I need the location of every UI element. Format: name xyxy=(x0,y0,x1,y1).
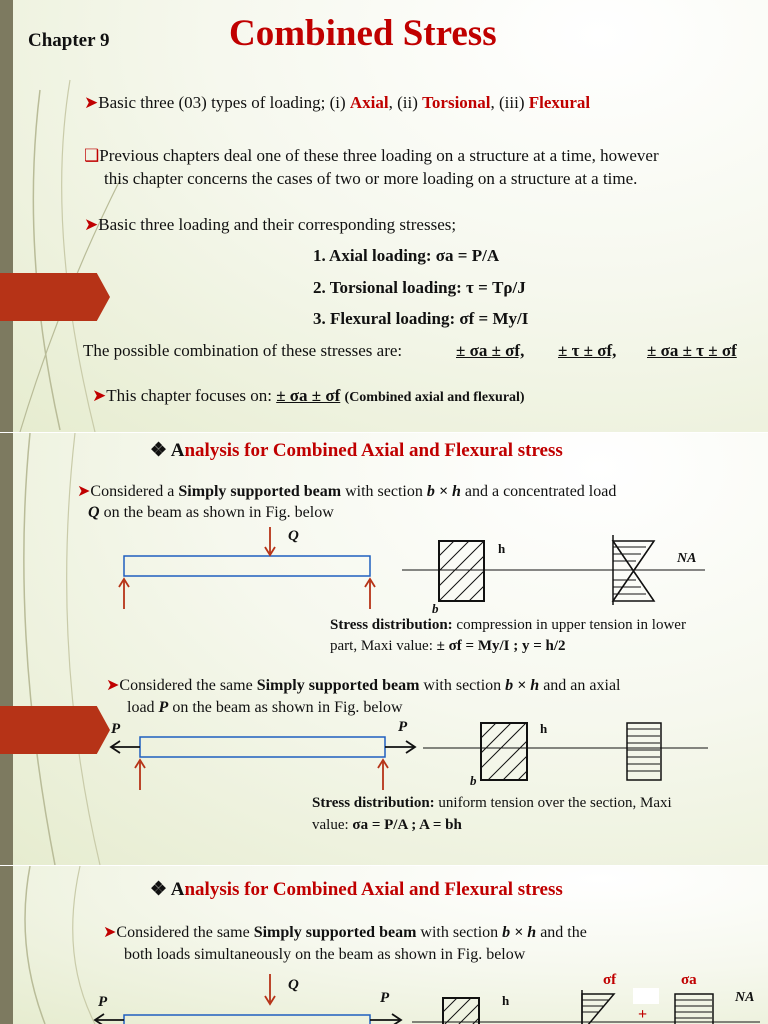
fig1-h-label: h xyxy=(498,541,506,556)
beam xyxy=(124,556,370,576)
diamond-bullet-icon: ❖ xyxy=(150,879,171,900)
fig2-p-left-label: P xyxy=(111,721,121,737)
formula-flexural: 3. Flexural loading: σf = My/I xyxy=(313,309,529,328)
case1-line2: Q on the beam as shown in Fig. below xyxy=(88,504,334,521)
fig3-sigma-f-label: σf xyxy=(603,972,617,988)
slide-1 xyxy=(0,0,768,432)
fig3-na-label: NA xyxy=(735,990,755,1005)
formula-axial: 1. Axial loading: σa = P/A xyxy=(313,246,500,265)
case3-line2: both loads simultaneously on the beam as shown in Fig. below xyxy=(124,946,526,963)
cross-section xyxy=(439,541,484,601)
fig2-b-label: b xyxy=(470,773,477,788)
paragraph-line-1: ❑Previous chapters deal one of these three loading on a structure at a time, however xyxy=(84,146,659,165)
focus-line: ➤This chapter focuses on: ± σa ± σf (Combined axial and flexural) xyxy=(92,386,525,405)
figure-beam-combined-load xyxy=(92,972,762,1024)
stress2-line1: Stress distribution: uniform tension over the section, Maxi xyxy=(312,795,672,811)
arrow-bullet-icon: ➤ xyxy=(84,215,99,234)
fig1-b-label: b xyxy=(432,601,439,616)
combination-3: ± σa ± τ ± σf xyxy=(647,341,737,360)
arrow-bullet-icon: ➤ xyxy=(84,93,99,112)
stress1-line2: part, Maxi value: ± σf = My/I ; y = h/2 xyxy=(330,638,566,654)
arrow-bullet-icon: ➤ xyxy=(103,924,117,941)
combination-1: ± σa ± σf, xyxy=(456,341,525,360)
diamond-bullet-icon: ❖ xyxy=(150,440,171,461)
combination-label: The possible combination of these stresses are: xyxy=(83,341,403,360)
slide-2 xyxy=(0,433,768,865)
paragraph-line-2: this chapter concerns the cases of two or more loading on a structure at a time. xyxy=(104,169,638,188)
bullet-loading-types: ➤Basic three (03) types of loading; (i) Axial, (ii) Torsional, (iii) Flexural xyxy=(84,93,591,112)
fig3-plus-sign: + xyxy=(638,1006,648,1023)
fig1-load-label: Q xyxy=(288,528,299,544)
beam xyxy=(140,737,385,757)
fig3-p-right-label: P xyxy=(380,990,390,1006)
arrow-bullet-icon: ➤ xyxy=(92,386,107,405)
chevron-tab-decoration xyxy=(0,706,110,754)
case1-line1: ➤Considered a Simply supported beam with section b × h and a concentrated load xyxy=(77,483,617,500)
fig3-sigma-a-label: σa xyxy=(681,972,697,988)
arrow-bullet-icon: ➤ xyxy=(77,483,91,500)
square-bullet-icon: ❑ xyxy=(84,146,100,165)
case3-line1: ➤Considered the same Simply supported beam with section b × h and the xyxy=(103,924,587,941)
case2-line2: load P on the beam as shown in Fig. below xyxy=(127,699,403,716)
fig1-na-label: NA xyxy=(677,551,697,566)
arrow-bullet-icon: ➤ xyxy=(106,677,120,694)
section-heading: ❖ Analysis for Combined Axial and Flexural stress xyxy=(150,879,563,900)
bullet-stresses: ➤Basic three loading and their corresponding stresses; xyxy=(84,215,457,234)
stress2-line2: value: σa = P/A ; A = bh xyxy=(312,817,462,833)
chapter-label: Chapter 9 xyxy=(28,30,110,51)
section-heading: ❖ Analysis for Combined Axial and Flexural stress xyxy=(150,440,563,461)
slide-3 xyxy=(0,866,768,1024)
fig3-load-label: Q xyxy=(288,977,299,993)
chevron-tab-decoration xyxy=(0,273,110,321)
combination-2: ± τ ± σf, xyxy=(558,341,617,360)
fig2-h-label: h xyxy=(540,721,548,736)
case2-line1: ➤Considered the same Simply supported beam with section b × h and an axial xyxy=(106,677,621,694)
formula-torsional: 2. Torsional loading: τ = Tρ/J xyxy=(313,278,526,297)
fig3-h-label: h xyxy=(502,993,510,1008)
fig2-p-right-label: P xyxy=(398,719,408,735)
stress1-line1: Stress distribution: compression in upper tension in lower xyxy=(330,617,686,633)
page-title: Combined Stress xyxy=(229,13,497,54)
fig3-p-left-label: P xyxy=(98,994,108,1010)
figure-beam-concentrated-load xyxy=(110,525,710,615)
